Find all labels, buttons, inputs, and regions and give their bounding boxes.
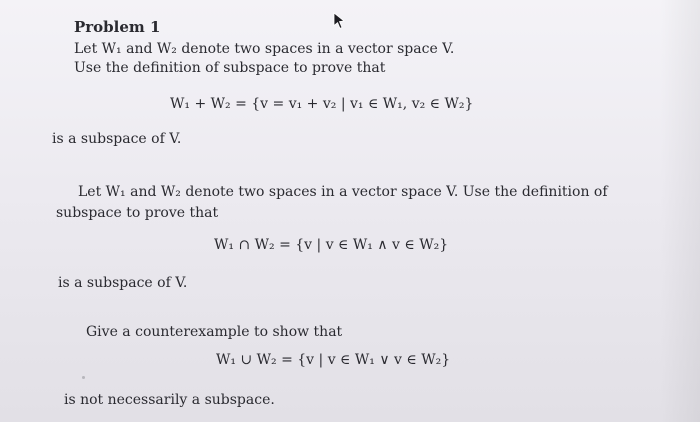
part2-intro-line1: Let W₁ and W₂ denote two spaces in a vector space V. Use the definition of bbox=[78, 184, 608, 200]
part1-conclusion: is a subspace of V. bbox=[52, 131, 182, 147]
part1-formula-sum: W₁ + W₂ = {v = v₁ + v₂ | v₁ ∈ W₁, v₂ ∈ W₂} bbox=[170, 96, 474, 112]
paper-smudge bbox=[82, 376, 85, 379]
part3-formula-union: W₁ ∪ W₂ = {v | v ∈ W₁ ∨ v ∈ W₂} bbox=[216, 352, 451, 368]
part2-formula-intersection: W₁ ∩ W₂ = {v | v ∈ W₁ ∧ v ∈ W₂} bbox=[214, 237, 449, 253]
part2-intro-line2: subspace to prove that bbox=[56, 205, 219, 221]
photo-shadow bbox=[660, 0, 700, 422]
part3-conclusion: is not necessarily a subspace. bbox=[64, 392, 275, 408]
part1-intro-line2: Use the definition of subspace to prove that bbox=[74, 60, 386, 76]
part3-intro: Give a counterexample to show that bbox=[86, 324, 343, 340]
problem-title: Problem 1 bbox=[74, 18, 161, 36]
mouse-pointer-icon bbox=[332, 12, 346, 30]
part2-conclusion: is a subspace of V. bbox=[58, 275, 188, 291]
part1-intro-line1: Let W₁ and W₂ denote two spaces in a vector space V. bbox=[74, 41, 455, 57]
